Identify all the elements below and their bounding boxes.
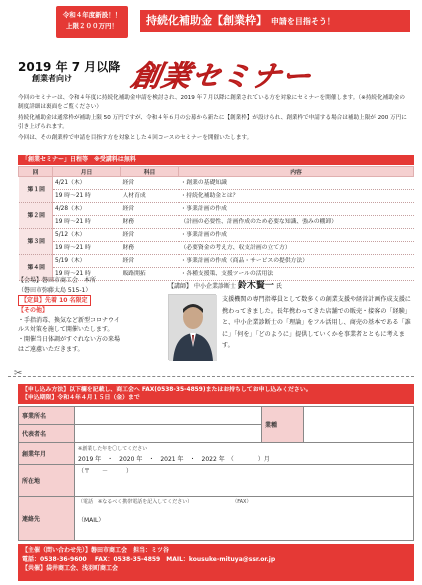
content-1b: ・持続化補助金とは？ (179, 190, 414, 203)
subject-2a: 経営 (121, 203, 179, 216)
content-3b: （必要資金の考え方、収支計画の立て方） (179, 242, 414, 255)
content-2b: （計画の必要性、計画作成のため必要な知識、強みの棚卸） (179, 216, 414, 229)
form-row (19, 465, 414, 497)
schedule-row (19, 190, 414, 203)
cut-line (8, 376, 414, 377)
form-row (19, 407, 414, 425)
round-4: 第４回 (19, 255, 53, 281)
apply-instructions (18, 384, 414, 404)
contact-line: 電話：0538-36-9600 FAX：0538-35-4859 MAIL：kousuke-mituya@ssr.or.jp (22, 556, 276, 563)
mail-label: （MAIL） (78, 517, 105, 524)
subject-1a: 経営 (121, 177, 179, 190)
new-badge (56, 6, 128, 38)
schedule-row (19, 216, 414, 229)
venue-info (18, 276, 164, 354)
representative-label: 代表者名 (19, 425, 75, 443)
badge-line1: 令和４年度新設！！ (62, 11, 122, 19)
other-line3: ・開催当日体調がすぐれない方の来場 (18, 335, 121, 343)
intro-paragraph-1: 今回のセミナーは、令和４年度に持続化補助金申請を検討され、2019 年７月以降に創業されている方を対象にセミナーを開催します。（※持続化補助金の制度詳細は裏面をご覧ください） (18, 95, 405, 110)
col-date: 月日 (53, 167, 121, 177)
content-1a: ・創業の基礎知識 (179, 177, 414, 190)
time-1: 19 時～21 時 (53, 190, 121, 203)
hero-title: 創業セミナー (128, 59, 315, 93)
lecturer-label: 【講師】 (168, 283, 193, 290)
apply-deadline: 【申込期限】令和４年４月１５日（金）まで (22, 395, 140, 401)
founding-note: ※創業した年を〇してください (78, 445, 148, 452)
schedule-row (19, 177, 414, 190)
content-3a: ・事業計画の作成 (179, 229, 414, 242)
co-host-line: 【共催】袋井商工会、浅羽町商工会 (22, 565, 119, 572)
schedule-heading: 「創業セミナー」日程等 ※受講料は無料 (18, 155, 414, 165)
founding-label: 創業年月 (19, 443, 75, 465)
subtitle-line2: 創業者向け (32, 74, 72, 83)
content-4a: ・事業計画の作成（商品・サービスの提供方法） (179, 255, 414, 268)
industry-field[interactable] (304, 407, 414, 443)
subject-4b: 販路開拓 (121, 268, 179, 281)
schedule-row (19, 255, 414, 268)
time-4: 19 時～21 時 (53, 268, 121, 281)
founding-field[interactable] (75, 443, 414, 465)
lecturer-suffix: 氏 (275, 283, 282, 290)
subject-3a: 経営 (121, 229, 179, 242)
representative-field[interactable] (75, 425, 262, 443)
capacity-value: 先着 10 名限定 (45, 297, 88, 305)
col-round: 回 (19, 167, 53, 177)
date-4: 5/19（木） (53, 255, 121, 268)
other-line4: はご遠慮いただきます。 (18, 345, 84, 353)
application-form (18, 406, 414, 541)
organizer-footer (18, 544, 414, 581)
date-2: 4/28（木） (53, 203, 121, 216)
capacity-label: 【定員】 (21, 297, 46, 305)
subject-1b: 人材育成 (121, 190, 179, 203)
lecturer-line (168, 278, 282, 291)
col-subject: 科目 (121, 167, 179, 177)
date-3: 5/12（木） (53, 229, 121, 242)
subject-2b: 財務 (121, 216, 179, 229)
form-row (19, 443, 414, 465)
subject-3b: 財務 (121, 242, 179, 255)
schedule-row (19, 203, 414, 216)
business-name-field[interactable] (75, 407, 262, 425)
schedule-row (19, 229, 414, 242)
other-line1: ・手指消毒、換気など新型コロナウイ (18, 316, 120, 324)
subtitle-line1: 2019 年 7 月以降 (18, 60, 121, 74)
contact-field[interactable] (75, 497, 414, 541)
organizer-line: 【主催（問い合わせ先）】磐田市商工会 担当：ミツ谷 (22, 547, 170, 554)
time-2: 19 時～21 時 (53, 216, 121, 229)
header-title-main: 持続化補助金【創業枠】 (146, 14, 267, 27)
venue-label: 【会場】 (18, 277, 43, 284)
intro-text (18, 94, 408, 145)
address-label: 所在地 (19, 465, 75, 497)
lecturer-portrait-icon (169, 295, 217, 361)
badge-line2: 上限２００万円！ (66, 22, 118, 30)
round-3: 第３回 (19, 229, 53, 255)
fax-label: （FAX） (234, 499, 252, 505)
phone-label: （電話 ※なるべく携帯電話を記入してください） (78, 499, 190, 505)
subject-4a: 経営 (121, 255, 179, 268)
col-content: 内容 (179, 167, 414, 177)
form-row (19, 497, 414, 541)
intro-paragraph-3: 今回は、その創業枠で申請を目指す方を対象とした４回コースのセミナーを開催いたします。 (18, 135, 253, 141)
lecturer-role: 中小企業診断士 (193, 283, 236, 290)
postal-code: （〒 － ） (78, 468, 133, 475)
header-title-tail: 申請を目指そう！ (270, 17, 335, 26)
content-4b: ・各種支援策、支援ツールの活用法 (179, 268, 414, 281)
scissors-icon: ✂ (14, 368, 23, 379)
lecturer-photo (168, 294, 216, 360)
founding-options: 2019 年 ・ 2020 年 ・ 2021 年 ・ 2022 年 （ ）月 (78, 455, 270, 463)
schedule-header-row (19, 167, 414, 177)
round-2: 第２回 (19, 203, 53, 229)
industry-label: 業種 (262, 407, 304, 443)
venue-name: 磐田市商工会 本所 (42, 277, 97, 284)
lecturer-name: 鈴木賢一 (237, 281, 274, 291)
lecturer-description: 支援機関の専門指導員として数多くの創業支援や経営計画作成支援に携わってきました。長年携わってきた店舗での販売・接客の「経験」と、中小企業診断士の「理論」をフル活用し、商売の基本である「誰に」「何を」「どのように」提供していくかを事業者とともに考えます。 (222, 296, 411, 349)
apply-method: 【申し込み方法】以下欄を記載し、商工会へ FAX(0538-35-4859)またはお持ちしてお申し込みください。 (22, 387, 312, 393)
round-1: 第１回 (19, 177, 53, 203)
intro-paragraph-2: 持続化補助金は通常枠が補助上限 50 万円ですが、令和４年６月の公募から新たに【創業枠】が設けられ、創業枠で申請する場合は補助上限が 200 万円に引き上げられます。 (18, 115, 407, 130)
address-field[interactable] (75, 465, 414, 497)
contact-label: 連絡先 (19, 497, 75, 541)
content-2a: ・事業計画の作成 (179, 203, 414, 216)
schedule-row (19, 242, 414, 255)
schedule-table (18, 166, 414, 281)
venue-address: （磐田市弥藤太島 515-1） (18, 286, 92, 294)
date-1: 4/21（木） (53, 177, 121, 190)
header-title (140, 10, 410, 32)
other-label: 【その他】 (18, 307, 49, 315)
time-3: 19 時～21 時 (53, 242, 121, 255)
other-line2: ルス対策を施して開催いたします。 (18, 326, 114, 334)
business-name-label: 事業所名 (19, 407, 75, 425)
